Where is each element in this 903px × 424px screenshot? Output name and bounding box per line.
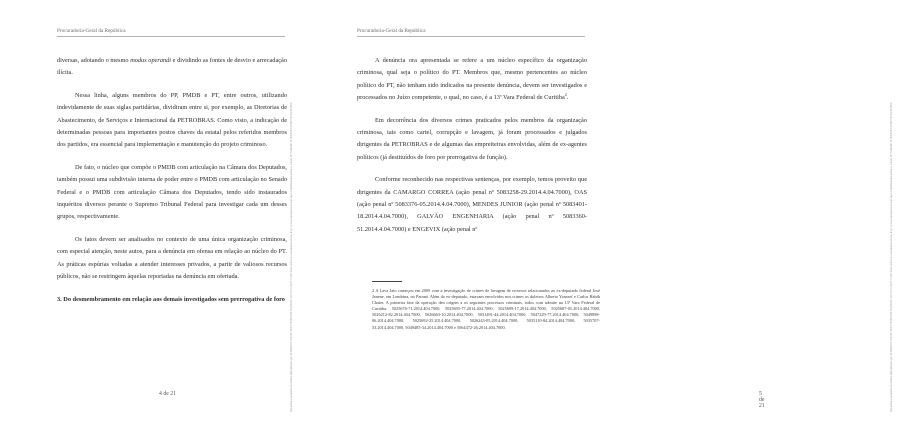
section-heading: 3. Do desmembramento em relação aos demais investigados sem prerrogativa de foro	[57, 295, 285, 303]
signature-side-text: Documento assinado via Token digitalmente por RODRIGO JANOT MONTEIRO DE BARROS, em 21/11/2017 11:49. Para verificar a assinatura acesse http://www.transparencia.mpf.mp.br/validacaodocumento. Chave 9C7A6D4E.3F1B2A08.51C6E7D3.8A4F2B19	[289, 102, 293, 412]
page-body	[357, 55, 587, 236]
paragraph: A denúncia ora apresentada se refere a um núcleo específico da organização criminosa, qual seja o político do PT. Membros que, mesmo pertencentes ao núcleo político do PT, não tenham sido indicados na presente denúncia, devem ser investigados e processados no Juízo competente, o qual, no caso, é a 13ª Vara Federal de Curitiba$^2$.	[357, 57, 587, 102]
document-page-right	[300, 0, 893, 424]
page-number: 4 de 21	[159, 391, 177, 397]
header-divider	[357, 36, 585, 37]
italic-phrase: modus operandi	[130, 57, 172, 64]
paragraph: Em decorrência dos diversos crimes praticados pelos membros da organização criminosa, tais como cartel, corrupção e lavagem, já foram processados e julgados dirigentes da PETROBRAS e de algumas das empreiteiras envolvidas, além de ex-agentes políticos (já destituídos de foro por prerrogativa de função).	[357, 116, 587, 161]
paragraph: Nessa linha, alguns membros do PP, PMDB e PT, entre outros, utilizando indevidamente de suas siglas partidárias, dividiram entre si, por exemplo, as Diretorias de Abastecimento, de Serviços e Internacional da PETROBRAS. Como visto, a indicação de determinadas pessoas para importantes postos chaves da estatal pelos referidos membros dos partidos, era essencial para implementação e manutenção do projeto criminoso.	[57, 91, 287, 149]
page-body	[57, 55, 287, 306]
footnote: 2 A Lava Jato começou em 2009 com a investigação de crimes de lavagem de recursos relacionados ao ex-deputado federal José Janene, em Londrina, no Paraná. Além do ex-deputado, estavam envolvidos nos crimes os doleiros Alberto Youssef e Carlos Habib Chater. A primeira fase da operação deu origem a os seguintes processos criminais, todos com trâmite na 13ª Vara Federal de Curitiba: 5025676-71.2014.404.7000, 5025695-77.2014.404.7000, 5025699-17.2014.404.7000, 5025687-05.2014.404.7000, 5026212-82.2014.404.7000, 5026663-10.2014.404.7000, 5031491-44.2014.404.7000, 5047229-77.2014.404.7000, 5049898-06.2014.404.7000, 5025692-25.2014.404.7000, 5026243-05.2014.404.7000, 5035110-84.2014.404.7000, 5035707-53.2014.404.7000, 5049485-34.2014.404.7000 e 5064472-26.2014.404.7000.	[372, 288, 600, 330]
page-header: Procuradoria-Geral da República	[357, 28, 426, 34]
page-header: Procuradoria-Geral da República	[57, 28, 126, 34]
signature-side-text: Documento assinado via Token digitalmente por RODRIGO JANOT MONTEIRO DE BARROS, em 21/11/2017 11:49. Para verificar a assinatura acesse http://www.transparencia.mpf.mp.br/validacaodocumento. Chave 9C7A6D4E.3F1B2A08.51C6E7D3.8A4F2B19	[889, 102, 893, 412]
paragraph: diversas, adotando o mesmo modus operandi e dividindo as fontes de desvio e arrecadação ilícita.	[57, 57, 287, 77]
header-divider	[57, 36, 285, 37]
paragraph: De fato, o núcleo que compõe o PMDB com articulação na Câmara dos Deputados, também possui uma subdivisão interna de poder entre o PMDB com articulação no Senado Federal e o PMDB com articulação Câmara dos Deputados, tendo sido instaurados inquéritos diversos perante o Supremo Tribunal Federal para investigar cada um desses grupos, respectivamente.	[57, 163, 287, 221]
paragraph: Os fatos devem ser analisados no contexto de uma única organização criminosa, com especial atenção, neste autos, para a denúncia em ofensa em relação ao núcleo do PT. As práticas espúrias voltadas a atender interesses privados, a partir de valiosos recursos públicos, não se restringem àquelas reportadas na denúncia em ofertada.	[57, 235, 287, 281]
document-page-left	[0, 0, 300, 424]
footnote-divider	[372, 281, 402, 282]
footnote-ref[interactable]: 2	[564, 92, 567, 98]
paragraph: Conforme reconhecido nas respectivas sentenças, por exemplo, temos proveito que dirigentes da CAMARGO CORREA (ação penal nº 5083258-29.2014.4.04.7000), OAS (ação penal nº 5083376-05.2014.4.04.7000), MENDES JUNIOR (ação penal nº 5083401-18.2014.4.04.7000), GALVÃO ENGENHARIA (ação penal nº 5083360-51.2014.4.04.7000) e ENGEVIX (ação penal nº	[357, 176, 587, 233]
page-number: 5 de 21	[759, 391, 765, 409]
